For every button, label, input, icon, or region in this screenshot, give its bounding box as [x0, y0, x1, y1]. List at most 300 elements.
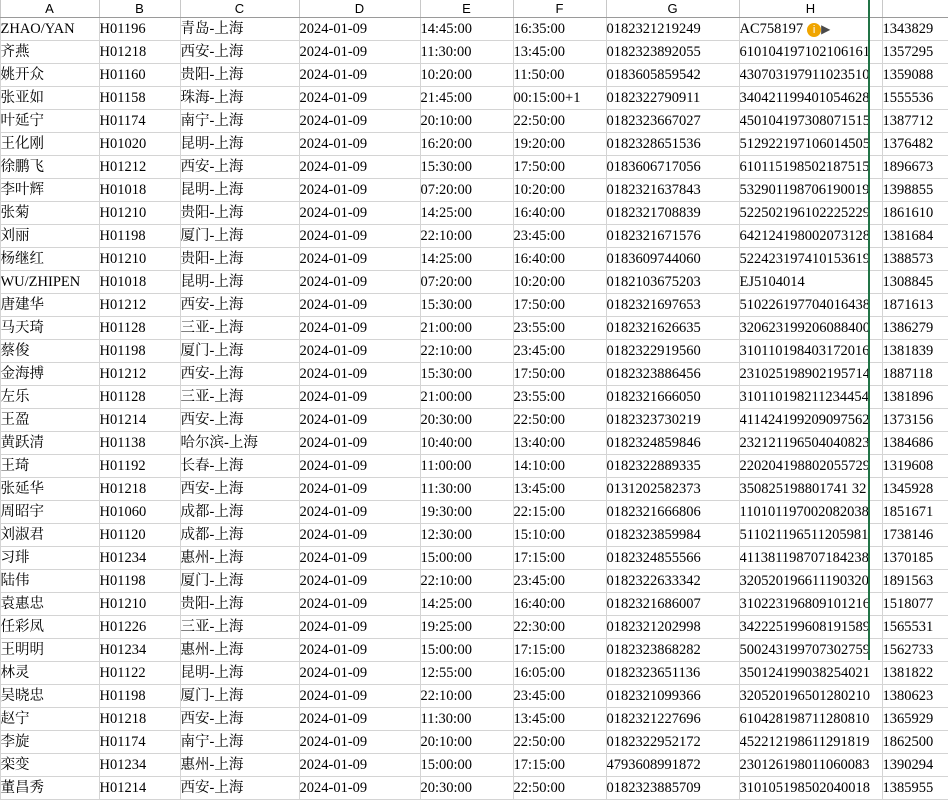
cell-departure-time[interactable]: 21:45:00 — [420, 87, 513, 110]
cell-arrival-time[interactable]: 19:20:00 — [513, 133, 606, 156]
column-header-i[interactable] — [882, 0, 948, 18]
cell-arrival-time[interactable]: 23:45:00 — [513, 340, 606, 363]
table-row[interactable] — [0, 18, 948, 41]
column-header-c[interactable]: C — [180, 0, 299, 18]
cell-date[interactable]: 2024-01-09 — [299, 501, 420, 524]
cell-date[interactable]: 2024-01-09 — [299, 409, 420, 432]
cell-employee-id[interactable]: H01174 — [99, 731, 180, 754]
cell-extra-number[interactable] — [882, 754, 948, 777]
cell-id-number[interactable] — [739, 754, 882, 777]
table-row[interactable] — [0, 110, 948, 133]
cell-name[interactable]: ZHAO/YAN — [0, 18, 99, 41]
cell-departure-time[interactable]: 11:00:00 — [420, 455, 513, 478]
cell-ticket-number[interactable]: 0182322790911 — [606, 87, 739, 110]
column-header-a[interactable]: A — [0, 0, 99, 18]
cell-ticket-number[interactable]: 0183609744060 — [606, 248, 739, 271]
cell-route[interactable]: 哈尔滨-上海 — [180, 432, 299, 455]
cell-arrival-time[interactable]: 17:50:00 — [513, 294, 606, 317]
cell-name[interactable]: 董昌秀 — [0, 777, 99, 800]
cell-route[interactable]: 西安-上海 — [180, 478, 299, 501]
cell-extra-number[interactable] — [882, 570, 948, 593]
cell-name[interactable]: 陆伟 — [0, 570, 99, 593]
cell-name[interactable]: 习琲 — [0, 547, 99, 570]
cell-arrival-time[interactable]: 23:55:00 — [513, 317, 606, 340]
cell-ticket-number[interactable]: 0183606717056 — [606, 156, 739, 179]
cell-name[interactable]: 周昭宇 — [0, 501, 99, 524]
cell-employee-id[interactable]: H01122 — [99, 662, 180, 685]
table-row[interactable] — [0, 248, 948, 271]
cell-extra-number[interactable] — [882, 501, 948, 524]
cell-employee-id[interactable]: H01192 — [99, 455, 180, 478]
cell-departure-time[interactable]: 22:10:00 — [420, 340, 513, 363]
cell-id-number[interactable] — [739, 225, 882, 248]
cell-departure-time[interactable]: 11:30:00 — [420, 708, 513, 731]
cell-route[interactable]: 三亚-上海 — [180, 616, 299, 639]
cell-name[interactable]: 吴晓忠 — [0, 685, 99, 708]
cell-extra-number[interactable] — [882, 708, 948, 731]
cell-date[interactable]: 2024-01-09 — [299, 593, 420, 616]
cell-id-number[interactable] — [739, 731, 882, 754]
cell-date[interactable]: 2024-01-09 — [299, 685, 420, 708]
cell-employee-id[interactable]: H01198 — [99, 225, 180, 248]
cell-date[interactable]: 2024-01-09 — [299, 731, 420, 754]
cell-ticket-number[interactable]: 0182321708839 — [606, 202, 739, 225]
cell-departure-time[interactable]: 20:10:00 — [420, 731, 513, 754]
cell-route[interactable]: 厦门-上海 — [180, 340, 299, 363]
table-row[interactable] — [0, 179, 948, 202]
cell-name[interactable]: 栾变 — [0, 754, 99, 777]
cell-ticket-number[interactable]: 0182321666050 — [606, 386, 739, 409]
cell-date[interactable]: 2024-01-09 — [299, 639, 420, 662]
cell-route[interactable]: 厦门-上海 — [180, 570, 299, 593]
cell-employee-id[interactable]: H01018 — [99, 271, 180, 294]
cell-extra-number[interactable] — [882, 685, 948, 708]
cell-employee-id[interactable]: H01234 — [99, 547, 180, 570]
cell-arrival-time[interactable]: 23:45:00 — [513, 225, 606, 248]
cell-route[interactable]: 西安-上海 — [180, 156, 299, 179]
cell-name[interactable]: 王琦 — [0, 455, 99, 478]
cell-route[interactable]: 厦门-上海 — [180, 685, 299, 708]
cell-id-number[interactable] — [739, 409, 882, 432]
cell-extra-number[interactable] — [882, 340, 948, 363]
cell-date[interactable]: 2024-01-09 — [299, 133, 420, 156]
cell-ticket-number[interactable]: 0182103675203 — [606, 271, 739, 294]
cell-route[interactable]: 贵阳-上海 — [180, 64, 299, 87]
cell-ticket-number[interactable]: 0182321099366 — [606, 685, 739, 708]
table-row[interactable] — [0, 133, 948, 156]
cell-departure-time[interactable]: 16:20:00 — [420, 133, 513, 156]
cell-extra-number[interactable] — [882, 616, 948, 639]
table-row[interactable] — [0, 708, 948, 731]
cell-ticket-number[interactable]: 0182321202998 — [606, 616, 739, 639]
cell-departure-time[interactable]: 14:25:00 — [420, 248, 513, 271]
cell-departure-time[interactable]: 20:30:00 — [420, 777, 513, 800]
cell-id-number[interactable] — [739, 708, 882, 731]
cell-ticket-number[interactable]: 0182322952172 — [606, 731, 739, 754]
cell-id-number[interactable] — [739, 547, 882, 570]
cell-name[interactable]: 刘丽 — [0, 225, 99, 248]
table-row[interactable] — [0, 271, 948, 294]
cell-route[interactable]: 西安-上海 — [180, 409, 299, 432]
cell-employee-id[interactable]: H01120 — [99, 524, 180, 547]
cell-route[interactable]: 青岛-上海 — [180, 18, 299, 41]
cell-departure-time[interactable]: 07:20:00 — [420, 271, 513, 294]
cell-date[interactable]: 2024-01-09 — [299, 708, 420, 731]
cell-arrival-time[interactable]: 17:15:00 — [513, 547, 606, 570]
cell-ticket-number[interactable]: 0182322919560 — [606, 340, 739, 363]
cell-employee-id[interactable]: H01212 — [99, 156, 180, 179]
cell-date[interactable]: 2024-01-09 — [299, 386, 420, 409]
column-header-d[interactable]: D — [299, 0, 420, 18]
cell-ticket-number[interactable]: 0182323892055 — [606, 41, 739, 64]
cell-date[interactable]: 2024-01-09 — [299, 179, 420, 202]
cell-ticket-number[interactable]: 0131202582373 — [606, 478, 739, 501]
cell-route[interactable]: 珠海-上海 — [180, 87, 299, 110]
cell-arrival-time[interactable]: 16:40:00 — [513, 202, 606, 225]
cell-ticket-number[interactable]: 0182323885709 — [606, 777, 739, 800]
cell-ticket-number[interactable]: 0182321666806 — [606, 501, 739, 524]
column-header-b[interactable]: B — [99, 0, 180, 18]
cell-arrival-time[interactable]: 16:40:00 — [513, 593, 606, 616]
cell-extra-number[interactable] — [882, 478, 948, 501]
cell-arrival-time[interactable]: 23:45:00 — [513, 570, 606, 593]
cell-id-number[interactable] — [739, 777, 882, 800]
cell-name[interactable]: WU/ZHIPEN — [0, 271, 99, 294]
table-row[interactable] — [0, 340, 948, 363]
table-row[interactable] — [0, 156, 948, 179]
cell-name[interactable]: 杨继红 — [0, 248, 99, 271]
cell-id-number[interactable] — [739, 363, 882, 386]
cell-arrival-time[interactable]: 17:50:00 — [513, 363, 606, 386]
cell-ticket-number[interactable]: 0182323868282 — [606, 639, 739, 662]
cell-arrival-time[interactable]: 10:20:00 — [513, 271, 606, 294]
table-row[interactable] — [0, 386, 948, 409]
cell-date[interactable]: 2024-01-09 — [299, 225, 420, 248]
cell-arrival-time[interactable]: 13:45:00 — [513, 478, 606, 501]
cell-date[interactable]: 2024-01-09 — [299, 478, 420, 501]
cell-extra-number[interactable] — [882, 133, 948, 156]
cell-route[interactable]: 南宁-上海 — [180, 731, 299, 754]
table-row[interactable] — [0, 662, 948, 685]
table-row[interactable] — [0, 409, 948, 432]
cell-date[interactable]: 2024-01-09 — [299, 248, 420, 271]
cell-extra-number[interactable] — [882, 593, 948, 616]
info-badge-icon[interactable]: i — [807, 23, 821, 37]
cell-ticket-number[interactable]: 0183605859542 — [606, 64, 739, 87]
cell-departure-time[interactable]: 15:00:00 — [420, 547, 513, 570]
cell-id-number[interactable] — [739, 87, 882, 110]
table-row[interactable] — [0, 363, 948, 386]
cell-date[interactable]: 2024-01-09 — [299, 777, 420, 800]
cell-arrival-time[interactable]: 15:10:00 — [513, 524, 606, 547]
cell-id-number[interactable] — [739, 524, 882, 547]
cell-extra-number[interactable] — [882, 662, 948, 685]
cell-ticket-number[interactable]: 0182323667027 — [606, 110, 739, 133]
cell-departure-time[interactable]: 15:30:00 — [420, 156, 513, 179]
cell-ticket-number[interactable]: 0182323730219 — [606, 409, 739, 432]
cell-arrival-time[interactable]: 23:45:00 — [513, 685, 606, 708]
cell-name[interactable]: 林灵 — [0, 662, 99, 685]
cell-id-number[interactable] — [739, 386, 882, 409]
cell-departure-time[interactable]: 20:10:00 — [420, 110, 513, 133]
cell-name[interactable]: 张延华 — [0, 478, 99, 501]
cell-id-number[interactable] — [739, 478, 882, 501]
cell-ticket-number[interactable]: 0182321697653 — [606, 294, 739, 317]
cell-id-number[interactable] — [739, 133, 882, 156]
cell-route[interactable]: 惠州-上海 — [180, 754, 299, 777]
cell-departure-time[interactable]: 22:10:00 — [420, 685, 513, 708]
cell-arrival-time[interactable]: 17:15:00 — [513, 754, 606, 777]
cell-employee-id[interactable]: H01218 — [99, 41, 180, 64]
cell-departure-time[interactable]: 12:55:00 — [420, 662, 513, 685]
cell-route[interactable]: 三亚-上海 — [180, 317, 299, 340]
cell-employee-id[interactable]: H01020 — [99, 133, 180, 156]
cell-route[interactable]: 西安-上海 — [180, 708, 299, 731]
cell-route[interactable]: 贵阳-上海 — [180, 248, 299, 271]
cell-id-number[interactable] — [739, 616, 882, 639]
table-row[interactable] — [0, 639, 948, 662]
cell-arrival-time[interactable]: 17:50:00 — [513, 156, 606, 179]
cell-departure-time[interactable]: 11:30:00 — [420, 478, 513, 501]
cell-arrival-time[interactable]: 17:15:00 — [513, 639, 606, 662]
cell-ticket-number[interactable]: 0182323859984 — [606, 524, 739, 547]
cell-ticket-number[interactable]: 0182321626635 — [606, 317, 739, 340]
cell-name[interactable]: 黄跃清 — [0, 432, 99, 455]
cell-date[interactable]: 2024-01-09 — [299, 616, 420, 639]
cell-date[interactable]: 2024-01-09 — [299, 41, 420, 64]
cell-extra-number[interactable] — [882, 317, 948, 340]
cell-employee-id[interactable]: H01214 — [99, 777, 180, 800]
cell-route[interactable]: 昆明-上海 — [180, 662, 299, 685]
cell-extra-number[interactable] — [882, 455, 948, 478]
cell-arrival-time[interactable]: 10:20:00 — [513, 179, 606, 202]
cell-id-number[interactable] — [739, 18, 882, 41]
cell-date[interactable]: 2024-01-09 — [299, 662, 420, 685]
cell-date[interactable]: 2024-01-09 — [299, 363, 420, 386]
cell-arrival-time[interactable]: 22:15:00 — [513, 501, 606, 524]
cell-id-number[interactable] — [739, 662, 882, 685]
cell-departure-time[interactable]: 21:00:00 — [420, 317, 513, 340]
cell-name[interactable]: 左乐 — [0, 386, 99, 409]
table-row[interactable] — [0, 731, 948, 754]
cell-employee-id[interactable]: H01210 — [99, 202, 180, 225]
cell-id-number[interactable] — [739, 110, 882, 133]
cell-departure-time[interactable]: 14:25:00 — [420, 202, 513, 225]
cell-employee-id[interactable]: H01212 — [99, 363, 180, 386]
cell-date[interactable]: 2024-01-09 — [299, 64, 420, 87]
cell-departure-time[interactable]: 10:40:00 — [420, 432, 513, 455]
cell-id-number[interactable] — [739, 248, 882, 271]
table-row[interactable] — [0, 317, 948, 340]
cell-id-number[interactable] — [739, 340, 882, 363]
cell-id-number[interactable] — [739, 156, 882, 179]
table-row[interactable] — [0, 432, 948, 455]
table-row[interactable] — [0, 685, 948, 708]
column-header-g[interactable]: G — [606, 0, 739, 18]
cell-route[interactable]: 西安-上海 — [180, 294, 299, 317]
cell-departure-time[interactable]: 22:10:00 — [420, 570, 513, 593]
cell-id-number[interactable] — [739, 317, 882, 340]
cell-date[interactable]: 2024-01-09 — [299, 87, 420, 110]
cell-departure-time[interactable]: 15:30:00 — [420, 294, 513, 317]
cell-departure-time[interactable]: 15:30:00 — [420, 363, 513, 386]
column-header-e[interactable]: E — [420, 0, 513, 18]
cell-extra-number[interactable] — [882, 524, 948, 547]
cell-employee-id[interactable]: H01218 — [99, 708, 180, 731]
cell-id-number[interactable] — [739, 570, 882, 593]
cell-date[interactable]: 2024-01-09 — [299, 271, 420, 294]
cell-employee-id[interactable]: H01174 — [99, 110, 180, 133]
cell-extra-number[interactable] — [882, 731, 948, 754]
cell-name[interactable]: 齐燕 — [0, 41, 99, 64]
cell-employee-id[interactable]: H01138 — [99, 432, 180, 455]
cell-route[interactable]: 西安-上海 — [180, 41, 299, 64]
cell-date[interactable]: 2024-01-09 — [299, 110, 420, 133]
cell-employee-id[interactable]: H01018 — [99, 179, 180, 202]
cell-route[interactable]: 成都-上海 — [180, 524, 299, 547]
cell-departure-time[interactable]: 15:00:00 — [420, 754, 513, 777]
cell-id-number[interactable] — [739, 685, 882, 708]
cell-employee-id[interactable]: H01210 — [99, 248, 180, 271]
cell-extra-number[interactable] — [882, 271, 948, 294]
cell-name[interactable]: 任彩凤 — [0, 616, 99, 639]
cell-name[interactable]: 王化刚 — [0, 133, 99, 156]
cell-name[interactable]: 叶延宁 — [0, 110, 99, 133]
cell-name[interactable]: 马天琦 — [0, 317, 99, 340]
cell-departure-time[interactable]: 14:25:00 — [420, 593, 513, 616]
cell-name[interactable]: 姚开众 — [0, 64, 99, 87]
cell-extra-number[interactable] — [882, 41, 948, 64]
cell-route[interactable]: 贵阳-上海 — [180, 593, 299, 616]
cell-route[interactable]: 贵阳-上海 — [180, 202, 299, 225]
cell-departure-time[interactable]: 20:30:00 — [420, 409, 513, 432]
cell-extra-number[interactable] — [882, 156, 948, 179]
cell-name[interactable]: 袁惠忠 — [0, 593, 99, 616]
cell-arrival-time[interactable]: 13:45:00 — [513, 708, 606, 731]
table-row[interactable] — [0, 41, 948, 64]
cell-arrival-time[interactable]: 16:40:00 — [513, 248, 606, 271]
cell-employee-id[interactable]: H01218 — [99, 478, 180, 501]
cell-employee-id[interactable]: H01210 — [99, 593, 180, 616]
cell-departure-time[interactable]: 14:45:00 — [420, 18, 513, 41]
cell-employee-id[interactable]: H01198 — [99, 685, 180, 708]
cell-ticket-number[interactable]: 0182328651536 — [606, 133, 739, 156]
cell-extra-number[interactable] — [882, 87, 948, 110]
cell-ticket-number[interactable]: 0182321219249 — [606, 18, 739, 41]
cell-id-number[interactable] — [739, 179, 882, 202]
cell-extra-number[interactable] — [882, 547, 948, 570]
cell-employee-id[interactable]: H01160 — [99, 64, 180, 87]
cell-extra-number[interactable] — [882, 409, 948, 432]
cell-ticket-number[interactable]: 0182322889335 — [606, 455, 739, 478]
cell-id-number[interactable] — [739, 294, 882, 317]
cell-name[interactable]: 李叶辉 — [0, 179, 99, 202]
cell-route[interactable]: 三亚-上海 — [180, 386, 299, 409]
cell-employee-id[interactable]: H01198 — [99, 340, 180, 363]
cell-departure-time[interactable]: 19:30:00 — [420, 501, 513, 524]
cell-employee-id[interactable]: H01234 — [99, 639, 180, 662]
cell-ticket-number[interactable]: 0182323886456 — [606, 363, 739, 386]
cell-ticket-number[interactable]: 0182321227696 — [606, 708, 739, 731]
cell-employee-id[interactable]: H01226 — [99, 616, 180, 639]
cell-employee-id[interactable]: H01128 — [99, 317, 180, 340]
cell-arrival-time[interactable]: 22:50:00 — [513, 777, 606, 800]
table-row[interactable] — [0, 570, 948, 593]
cell-name[interactable]: 张亚如 — [0, 87, 99, 110]
cell-employee-id[interactable]: H01128 — [99, 386, 180, 409]
cell-ticket-number[interactable]: 0182324859846 — [606, 432, 739, 455]
cell-name[interactable]: 王盈 — [0, 409, 99, 432]
cell-id-number[interactable] — [739, 639, 882, 662]
cell-arrival-time[interactable]: 23:55:00 — [513, 386, 606, 409]
cell-employee-id[interactable]: H01196 — [99, 18, 180, 41]
cell-departure-time[interactable]: 10:20:00 — [420, 64, 513, 87]
cell-extra-number[interactable] — [882, 777, 948, 800]
cell-name[interactable]: 金海搏 — [0, 363, 99, 386]
cell-route[interactable]: 昆明-上海 — [180, 133, 299, 156]
cell-extra-number[interactable] — [882, 18, 948, 41]
cell-ticket-number[interactable]: 0182322633342 — [606, 570, 739, 593]
table-row[interactable] — [0, 754, 948, 777]
cell-route[interactable]: 惠州-上海 — [180, 547, 299, 570]
table-row[interactable] — [0, 547, 948, 570]
table-row[interactable] — [0, 225, 948, 248]
cell-extra-number[interactable] — [882, 639, 948, 662]
cell-name[interactable]: 徐鹏飞 — [0, 156, 99, 179]
cell-name[interactable]: 蔡俊 — [0, 340, 99, 363]
cell-id-number[interactable] — [739, 41, 882, 64]
cell-departure-time[interactable]: 22:10:00 — [420, 225, 513, 248]
cell-name[interactable]: 赵宁 — [0, 708, 99, 731]
cell-date[interactable]: 2024-01-09 — [299, 754, 420, 777]
table-row[interactable] — [0, 593, 948, 616]
cell-id-number[interactable] — [739, 593, 882, 616]
table-row[interactable] — [0, 501, 948, 524]
cell-arrival-time[interactable]: 22:50:00 — [513, 110, 606, 133]
cell-id-number[interactable] — [739, 432, 882, 455]
expand-arrow-icon[interactable]: ▶ — [821, 22, 831, 36]
cell-extra-number[interactable] — [882, 432, 948, 455]
cell-arrival-time[interactable]: 16:05:00 — [513, 662, 606, 685]
cell-employee-id[interactable]: H01198 — [99, 570, 180, 593]
table-row[interactable] — [0, 524, 948, 547]
cell-id-number[interactable] — [739, 455, 882, 478]
cell-ticket-number[interactable]: 0182321686007 — [606, 593, 739, 616]
table-row[interactable] — [0, 616, 948, 639]
cell-employee-id[interactable]: H01212 — [99, 294, 180, 317]
cell-arrival-time[interactable]: 11:50:00 — [513, 64, 606, 87]
column-header-h[interactable]: H — [739, 0, 882, 18]
cell-date[interactable]: 2024-01-09 — [299, 202, 420, 225]
cell-name[interactable]: 刘淑君 — [0, 524, 99, 547]
cell-arrival-time[interactable]: 22:50:00 — [513, 731, 606, 754]
cell-date[interactable]: 2024-01-09 — [299, 547, 420, 570]
table-row[interactable] — [0, 478, 948, 501]
cell-id-number[interactable] — [739, 202, 882, 225]
cell-ticket-number[interactable]: 0182323651136 — [606, 662, 739, 685]
cell-ticket-number[interactable]: 0182321671576 — [606, 225, 739, 248]
cell-arrival-time[interactable]: 00:15:00+1 — [513, 87, 606, 110]
cell-date[interactable]: 2024-01-09 — [299, 18, 420, 41]
cell-name[interactable]: 张菊 — [0, 202, 99, 225]
cell-extra-number[interactable] — [882, 294, 948, 317]
cell-arrival-time[interactable]: 13:40:00 — [513, 432, 606, 455]
cell-route[interactable]: 昆明-上海 — [180, 271, 299, 294]
cell-arrival-time[interactable]: 13:45:00 — [513, 41, 606, 64]
table-row[interactable] — [0, 202, 948, 225]
cell-route[interactable]: 厦门-上海 — [180, 225, 299, 248]
column-header-f[interactable]: F — [513, 0, 606, 18]
